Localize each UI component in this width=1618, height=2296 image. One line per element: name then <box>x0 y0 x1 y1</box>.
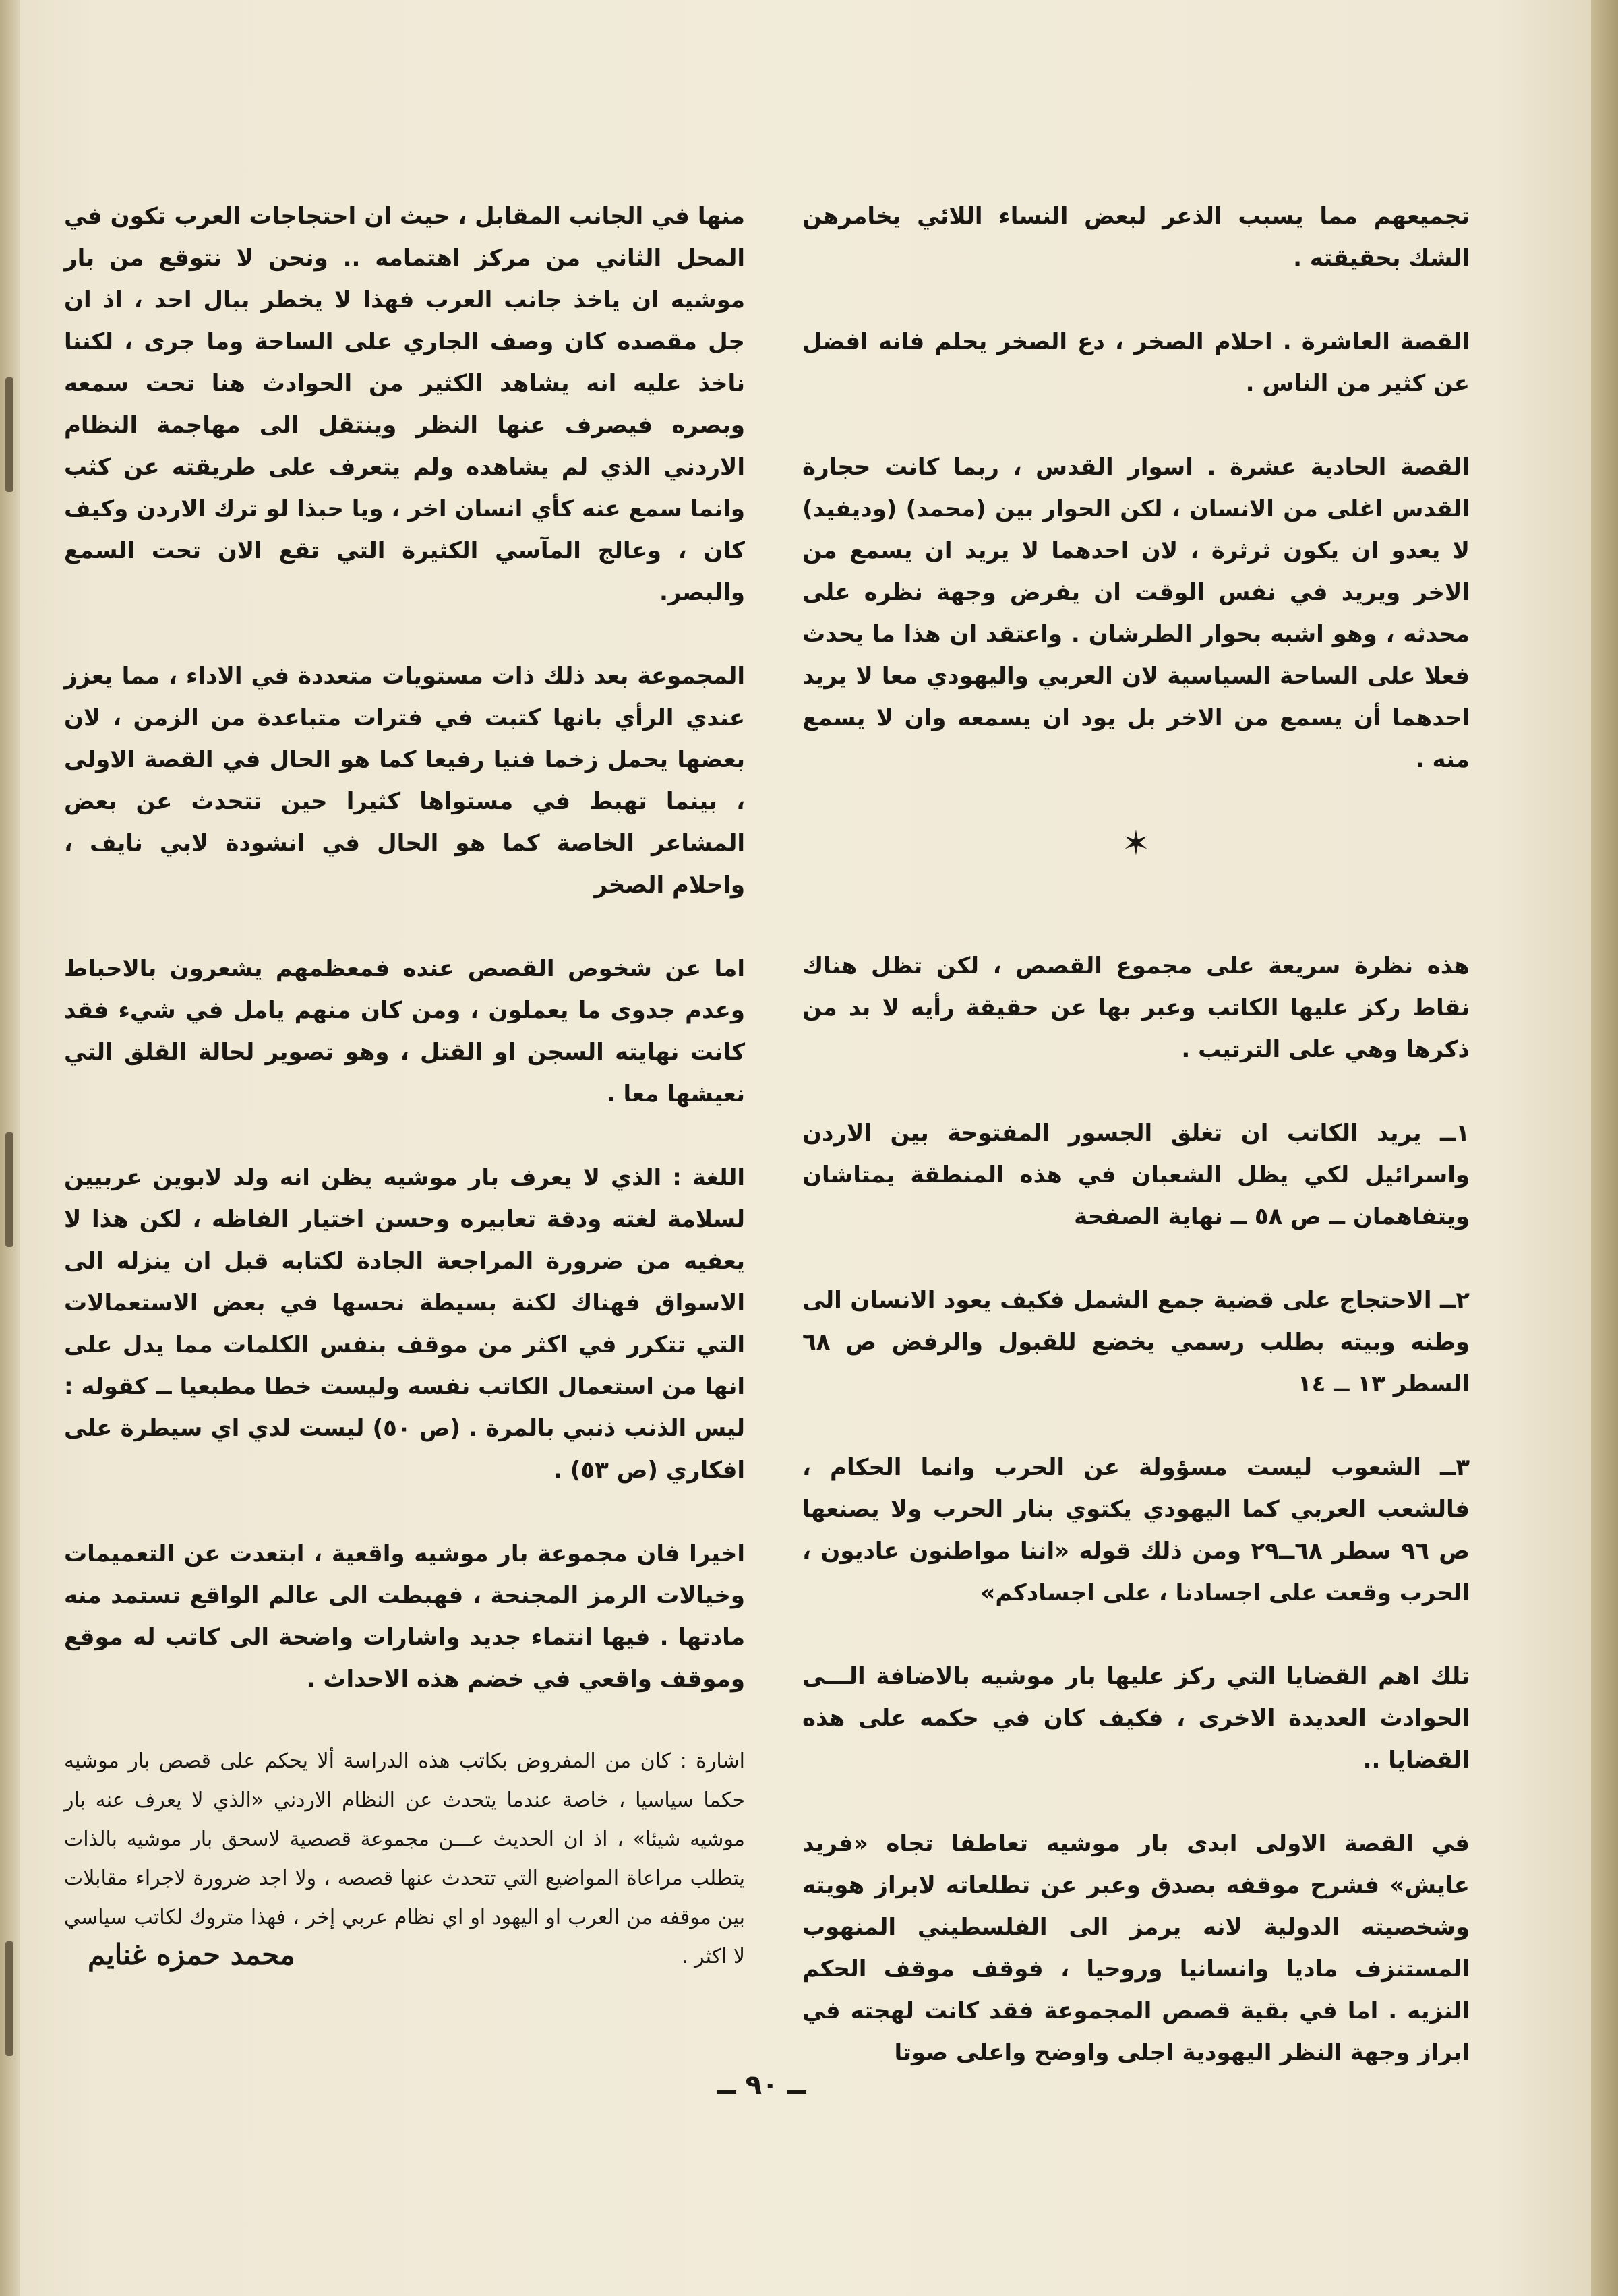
author-signature: محمد حمزه غنايم <box>88 1938 295 1971</box>
staple-middle <box>5 1132 13 1247</box>
left-column <box>64 195 745 2018</box>
page-number: ــ ٩٠ ــ <box>717 2070 806 2101</box>
right-paragraph-6: ٢ــ الاحتجاج على قضية جمع الشمل فكيف يعود الانسان الى وطنه وبيته بطلب رسمي يخضع للقبول والرفض ص ٦٨ السطر ١٣ ــ ١٤ <box>802 1287 1470 1397</box>
left-paragraph-4: اللغة : الذي لا يعرف بار موشيه يظن انه ولد لابوين عربيين لسلامة لغته ودقة تعابيره وحسن اختيار الفاظه ، لكن هذا لا يعفيه من ضرورة المراجعة الجادة لكتابه قبل ان ينزله الى الاسواق فهناك لكنة بسيطة نحسها في بعض الاستعمالات التي تتكرر في اكثر من موقف بنفس الكلمات مما يدل على انها من استعمال الكاتب نفسه وليست خطا مطبعيا ــ كقوله : ليس الذنب ذنبي بالمرة . (ص ٥٠) ليست لدي اي سيطرة على افكاري (ص ٥٣) . <box>64 1164 745 1484</box>
right-paragraph-8: تلك اهم القضايا التي ركز عليها بار موشيه بالاضافة الـــى الحوادث العديدة الاخرى ، فكيف كان في حكمه على هذه القضايا .. <box>802 1663 1470 1774</box>
right-column <box>802 195 1470 2115</box>
staple-bottom <box>5 1941 13 2056</box>
page-binding <box>0 0 20 2296</box>
right-paragraph-7: ٣ــ الشعوب ليست مسؤولة عن الحرب وانما الحكام ، فالشعب العربي كما اليهودي يكتوي بنار الحرب ولا يصنعها ص ٩٦ سطر ٦٨ــ٢٩ ومن ذلك قوله «اننا مواطنون عاديون ، الحرب وقعت على اجسادنا ، على اجسادكم» <box>802 1454 1470 1606</box>
right-paragraph-3: القصة الحادية عشرة . اسوار القدس ، ربما كانت حجارة القدس اغلى من الانسان ، لكن الحوار بين (محمد) (وديفيد) لا يعدو ان يكون ثرثرة ، لان احدهما لا يريد ان يسمع من الاخر ويريد في نفس الوقت ان يفرض وجهة نظره على محدثه ، وهو اشبه بحوار الطرشان . واعتقد ان هذا ما يحدث فعلا على الساحة السياسية لان العربي واليهودي معا لا يريد احدهما أن يسمع من الاخر بل يود ان يسمعه وان لا يسمع منه . <box>802 454 1470 773</box>
editor-note: اشارة : كان من المفروض بكاتب هذه الدراسة ألا يحكم على قصص بار موشيه حكما سياسيا ، خاصة عندما يتحدث عن النظام الاردني «الذي لا يعرف عنه بار موشيه شيئا» ، اذ ان الحديث عـــن مجموعة قصصية لاسحق بار موشيه بالذات يتطلب مراعاة المواضيع التي تتحدث عنها قصصه ، ولا اجد ضرورة لاجراء مقابلات بين موقفه من العرب او اليهود او اي نظام عربي إخر ، فهذا متروك لكاتب سياسي لا اكثر . <box>64 1749 745 1968</box>
section-divider-star-icon: ✶ <box>1122 824 1150 863</box>
left-paragraph-3: اما عن شخوص القصص عنده فمعظمهم يشعرون بالاحباط وعدم جدوى ما يعملون ، ومن كان منهم يامل في شيء فقد كانت نهايته السجن او القتل ، وهو تصوير لحالة القلق التي نعيشها معا . <box>64 955 745 1108</box>
page-edge <box>1591 0 1618 2296</box>
left-paragraph-1: منها في الجانب المقابل ، حيث ان احتجاجات العرب تكون في المحل الثاني من مركز اهتمامه .. ونحن لا نتوقع من بار موشيه ان ياخذ جانب العرب فهذا لا يخطر ببال احد ، اذ ان جل مقصده كان وصف الجاري على الساحة وما جرى ، لكننا ناخذ عليه انه يشاهد الكثير من الحوادث هنا تحت سمعه وبصره فيصرف عنها النظر وينتقل الى مهاجمة النظام الاردني الذي لم يشاهده ولم يتعرف على طريقته عن كثب وانما سمع عنه كأي انسان اخر ، ويا حبذا لو ترك الاردن وكيف كان ، وعالج المآسي الكثيرة التي تقع الان تحت السمع والبصر. <box>64 203 745 606</box>
right-paragraph-2: القصة العاشرة . احلام الصخر ، دع الصخر يحلم فانه افضل عن كثير من الناس . <box>802 328 1470 397</box>
right-paragraph-9: في القصة الاولى ابدى بار موشيه تعاطفا تجاه «فريد عايش» فشرح موقفه بصدق وعبر عن تطلعاته لابراز هويته وشخصيته الدولية لانه يرمز الى الفلسطيني المنهوب المستنزف ماديا وانسانيا وروحيا ، فوقف موقف الحكم النزيه . اما في بقية قصص المجموعة فقد كانت لهجته في ابراز وجهة النظر اليهودية اجلى واوضح واعلى صوتا <box>802 1830 1470 2066</box>
right-paragraph-1: تجميعهم مما يسبب الذعر لبعض النساء اللائي يخامرهن الشك بحقيقته . <box>802 203 1470 272</box>
right-paragraph-4: هذه نظرة سريعة على مجموع القصص ، لكن تظل هناك نقاط ركز عليها الكاتب وعبر بها عن حقيقة رأيه لا بد من ذكرها وهي على الترتيب . <box>802 953 1470 1063</box>
right-paragraph-5: ١ــ يريد الكاتب ان تغلق الجسور المفتوحة بين الاردن واسرائيل لكي يظل الشعبان في هذه المنطقة يمتاشان ويتفاهمان ــ ص ٥٨ ــ نهاية الصفحة <box>802 1120 1470 1230</box>
left-paragraph-5: اخيرا فان مجموعة بار موشيه واقعية ، ابتعدت عن التعميمات وخيالات الرمز المجنحة ، فهبطت الى عالم الواقع تستمد منه مادتها . فيها انتماء جديد واشارات واضحة الى كاتب له موقع وموقف واقعي في خضم هذه الاحداث . <box>64 1540 745 1693</box>
left-paragraph-2: المجموعة بعد ذلك ذات مستويات متعددة في الاداء ، مما يعزز عندي الرأي بانها كتبت في فترات متباعدة من الزمن ، لان بعضها يحمل زخما فنيا رفيعا كما هو الحال في القصة الاولى ، بينما تهبط في مستواها كثيرا حين تتحدث عن بعض المشاعر الخاصة كما هو الحال في انشودة لابي نايف ، واحلام الصخر <box>64 663 745 899</box>
staple-top <box>5 377 13 492</box>
